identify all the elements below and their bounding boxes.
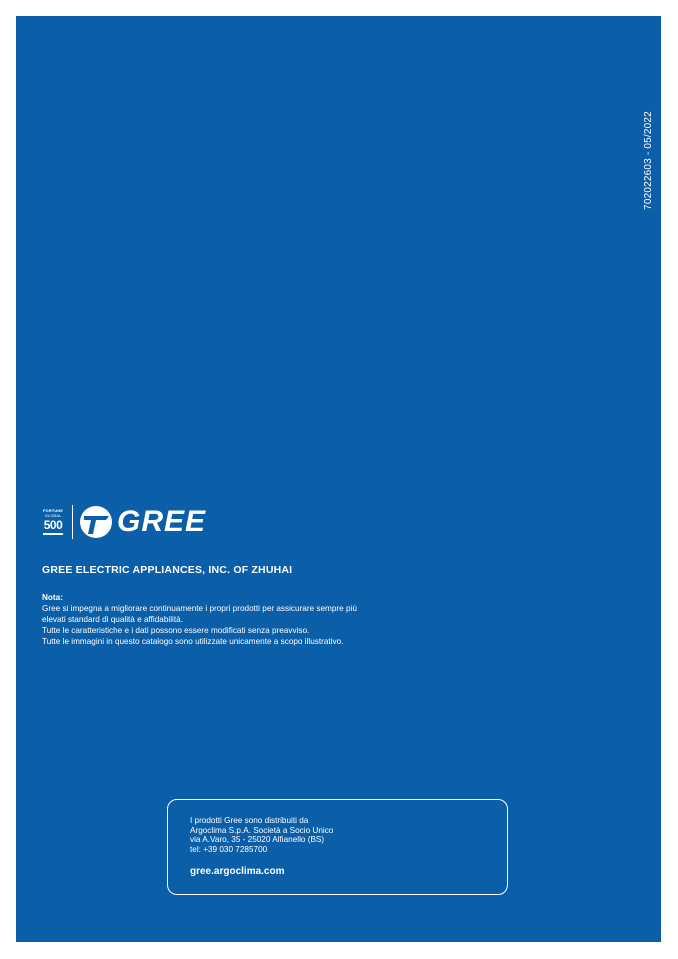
- distributor-info: [190, 816, 333, 854]
- note-line: Gree si impegna a migliorare continuamente i propri prodotti per assicurare sempre più: [42, 604, 357, 613]
- fortune-badge-underline: [43, 533, 63, 535]
- distributor-line: tel: +39 030 7285700: [190, 844, 268, 854]
- company-name: GREE ELECTRIC APPLIANCES, INC. OF ZHUHAI: [42, 564, 293, 576]
- note-line: elevati standard di qualità e affidabilità.: [42, 615, 183, 624]
- logo-divider: [72, 505, 73, 539]
- note-section: [42, 592, 482, 647]
- gree-wordmark: GREE: [117, 505, 207, 538]
- fortune-badge-line1: FORTUNE: [42, 508, 64, 513]
- distributor-line: via A.Varo, 35 - 25020 Alfianello (BS): [190, 835, 325, 844]
- back-cover: [16, 16, 661, 942]
- distributor-line: Argoclima S.p.A. Società a Socio Unico: [190, 825, 334, 835]
- logo-row: [41, 504, 206, 540]
- note-line: Tutte le caratteristiche e i dati possono essere modificati senza preavviso.: [42, 626, 310, 635]
- fortune-500-badge: [41, 509, 65, 535]
- fortune-badge-line3: 500: [43, 518, 63, 532]
- distributor-line: I prodotti Gree sono distribuiti da: [190, 816, 309, 825]
- distributor-box: [167, 799, 508, 895]
- catalog-code: [636, 104, 660, 216]
- note-title: Nota:: [42, 593, 63, 602]
- website-link[interactable]: gree.argoclima.com: [190, 866, 285, 877]
- note-line: Tutte le immagini in questo catalogo sono utilizzate unicamente a scopo illustrativo.: [42, 637, 344, 646]
- fortune-badge-line2: GLOBAL: [44, 513, 62, 518]
- catalog-code-text: 702022603 - 05/2022: [642, 110, 654, 210]
- gree-logo-icon: [79, 505, 113, 539]
